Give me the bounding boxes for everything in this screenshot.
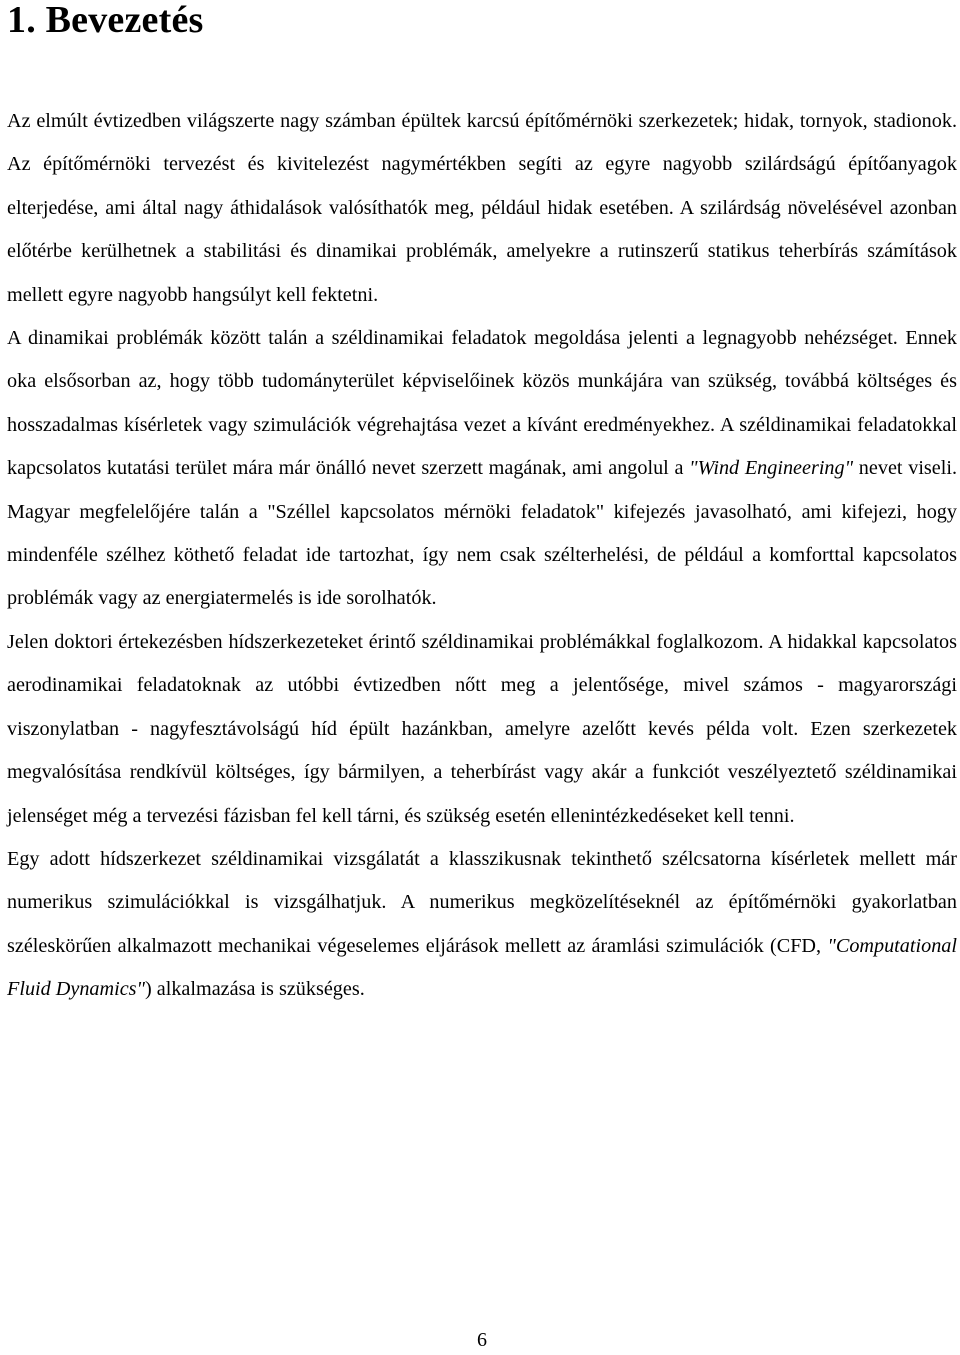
body-text	[7, 100, 957, 1012]
paragraph-1-text: Az elmúlt évtizedben világszerte nagy számban épültek karcsú építőmérnöki szerkezetek; hidak, tornyok, stadionok. Az építőmérnöki tervezést és kivitelezést nagymértékben segíti az egyre nagyobb szilárdságú építőanyagok elterjedése, ami által nagy áthidalások valósíthatók meg, például hidak esetében. A szilárdság növelésével azonban előtérbe kerülhetnek a stabilitási és dinamikai problémák, amelyekre a rutinszerű statikus teherbírás számítások mellett egyre nagyobb hangsúlyt kell fektetni.	[7, 110, 957, 306]
paragraph-4-term-cfd: "Computational Fluid Dynamics"	[7, 934, 957, 1001]
paragraph-4-text-a: Egy adott hídszerkezet széldinamikai vizsgálatát a klasszikusnak tekinthető szélcsatorna kísérletek mellett már numerikus szimulációkkal is vizsgálhatjuk. A numerikus megközelítéseknél az építőmérnöki gyakorlatban széleskörűen alkalmazott mechanikai végeselemes eljárások mellett az áramlási szimulációk (CFD,	[7, 847, 957, 957]
paragraph-2-text-a: A dinamikai problémák között talán a széldinamikai feladatok megoldása jelenti a legnagyobb nehézséget. Ennek oka elsősorban az, hogy több tudományterület képviselőinek közös munkájára van szükség, továbbá költséges és hosszadalmas kísérletek vagy szimulációk végrehajtása vezet a kívánt eredményekhez. A széldinamikai feladatokkal kapcsolatos kutatási terület mára már önálló nevet szerzett magának, ami angolul a	[7, 327, 957, 480]
paragraph-3-text: Jelen doktori értekezésben hídszerkezeteket érintő széldinamikai problémákkal foglalkozom. A hidakkal kapcsolatos aerodinamikai feladatoknak az utóbbi évtizedben nőtt meg a jelentősége, mivel számos - magyarországi viszonylatban - nagyfesztávolságú híd épült hazánkban, amelyre azelőtt kevés példa volt. Ezen szerkezetek megvalósítása rendkívül költséges, így bármilyen, a teherbírást vagy akár a funkciót veszélyeztető széldinamikai jelenséget még a tervezési fázisban fel kell tárni, és szükség esetén ellenintézkedéseket kell tenni.	[7, 630, 957, 827]
paragraph-1	[7, 100, 957, 317]
document-page	[7, 0, 957, 1355]
paragraph-3	[7, 621, 957, 838]
paragraph-2	[7, 317, 957, 621]
paragraph-4-text-b: ) alkalmazása is szükséges.	[145, 978, 365, 1001]
paragraph-4	[7, 838, 957, 1012]
paragraph-2-text-b: nevet viseli. Magyar megfelelőjére talán a "Széllel kapcsolatos mérnöki feladatok" kifejezés javasolható, ami kifejezi, hogy mindenféle szélhez köthető feladat ide tartozhat, így nem csak szélterhelési, de például a komforttal kapcsolatos problémák vagy az energiatermelés is ide sorolhatók.	[7, 457, 958, 610]
page-number: 6	[477, 1329, 487, 1351]
section-heading: 1. Bevezetés	[7, 0, 204, 41]
paragraph-2-term-wind-engineering: "Wind Engineering"	[689, 457, 854, 480]
